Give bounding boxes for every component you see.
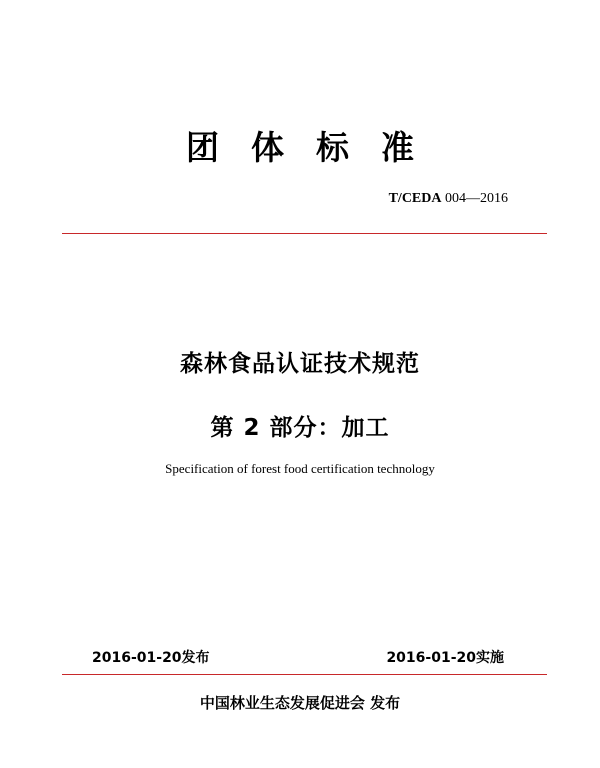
document-part-title: 第 2 部分：加工	[210, 415, 390, 441]
standard-code-number: 004—2016	[445, 191, 508, 206]
english-title: Specification of forest food certification technology	[165, 461, 435, 476]
standard-code	[389, 190, 508, 208]
top-divider-line	[62, 233, 547, 234]
publisher-line: 中国林业生态发展促进会 发布	[199, 694, 401, 712]
publish-date: 2016-01-20发布	[92, 650, 210, 666]
standard-code-prefix: T/CEDA	[388, 191, 442, 206]
implementation-date: 2016-01-20实施	[386, 650, 504, 666]
bottom-divider-line	[62, 674, 547, 675]
document-title: 森林食品认证技术规范	[180, 351, 420, 377]
document-type-heading: 团体标准	[186, 128, 446, 167]
